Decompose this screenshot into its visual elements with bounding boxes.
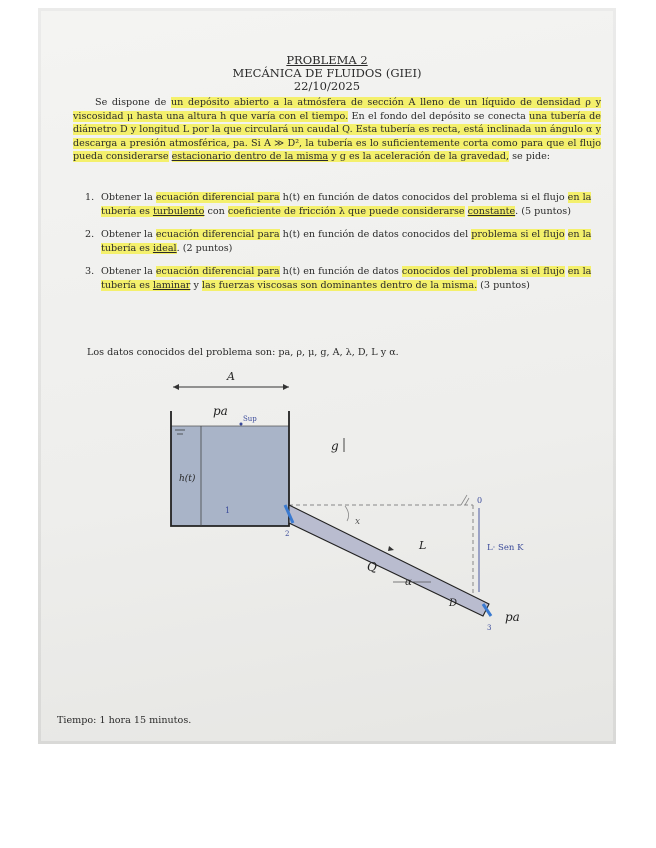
highlighted-text: las fuerzas viscosas son dominantes dentro de la misma. — [201, 279, 478, 291]
label-A: A — [227, 370, 235, 383]
handwritten-sup: Sup — [243, 415, 257, 423]
item-text: y — [190, 279, 202, 291]
question-item-3 — [85, 265, 595, 292]
handwritten-point-3: 3 — [487, 624, 492, 632]
flow-arrow — [388, 546, 394, 551]
item-text: Obtener la — [101, 266, 156, 278]
surface-point — [240, 423, 243, 426]
highlighted-text: una tubería de diámetro D y longitud L por la que circulará un caudal Q. Esta tubería es recta, está inclinada un ángulo α y descarga a presión atmosférica, pa. Si A ≫ D², la tubería es lo suficientemente corta como para que el flujo pueda considerarse — [73, 110, 601, 163]
handwritten-point-0: 0 — [477, 496, 483, 505]
problem-title: PROBLEMA 2 — [286, 53, 368, 67]
label-h: h(t) — [179, 474, 196, 484]
exam-date: 22/10/2025 — [293, 79, 361, 93]
item-text: (3 puntos) — [477, 279, 530, 291]
highlighted-text: en la tubería es — [101, 192, 592, 217]
question-item-1 — [85, 191, 595, 218]
highlighted-text: y g es la aceleración de la gravedad, — [328, 151, 510, 163]
highlighted-text: un depósito abierto a la atmósfera de sección A lleno de un líquido de densidad ρ y viscosidad μ hasta una altura h que varía con el tiempo. — [73, 97, 602, 122]
angle-arc — [345, 506, 349, 521]
question-list — [85, 191, 595, 303]
subject-title: MECÁNICA DE FLUIDOS (GIEI) — [232, 66, 422, 80]
item-text: . (2 puntos) — [176, 242, 233, 254]
tank-pipe-diagram — [161, 368, 601, 636]
problem-statement — [73, 96, 601, 164]
known-data-line: Los datos conocidos del problema son: pa, ρ, μ, g, A, λ, D, L y α. — [87, 347, 399, 358]
item-text: . (5 puntos) — [515, 205, 571, 217]
label-pa-top: pa — [213, 404, 228, 418]
highlighted-text: ecuación diferencial para — [155, 192, 280, 203]
highlighted-text: ecuación diferencial para — [155, 229, 280, 241]
handwritten-Lsen-label: L· Sen K — [487, 543, 524, 553]
item-text: h(t) en función de datos conocidos del — [279, 229, 472, 241]
label-pa-outlet: pa — [505, 610, 520, 624]
item-text: h(t) en función de datos conocidos del problema si el flujo — [279, 192, 568, 203]
highlighted-underlined-text: laminar — [152, 279, 191, 291]
hatch-mark — [461, 495, 469, 505]
item-text: con — [204, 205, 228, 217]
handwritten-point-2: 2 — [285, 530, 290, 538]
label-Q: Q — [367, 560, 377, 574]
exam-duration: Tiempo: 1 hora 15 minutos. — [57, 715, 192, 726]
item-number: 2. — [85, 229, 95, 241]
handwritten-angle: x — [355, 517, 361, 527]
label-alpha: α — [405, 577, 412, 588]
intro-text: En el fondo del depósito se conecta — [348, 110, 530, 122]
item-number: 3. — [85, 266, 95, 278]
highlighted-text: coeficiente de fricción λ que puede considerarse — [227, 205, 465, 217]
highlighted-underlined-text: estacionario dentro de la misma — [171, 151, 329, 163]
highlighted-underlined-text: constante — [467, 205, 516, 217]
intro-text: se pide: — [509, 151, 551, 163]
highlighted-text: ecuación diferencial para — [155, 266, 280, 278]
handwritten-point-1: 1 — [225, 506, 231, 515]
label-g: g — [331, 439, 339, 453]
label-L: L — [419, 539, 427, 552]
item-text: Obtener la — [101, 192, 156, 203]
highlighted-underlined-text: turbulento — [152, 205, 205, 217]
item-number: 1. — [85, 192, 95, 203]
exam-sheet — [41, 11, 613, 741]
highlighted-text: en la tubería es — [101, 266, 592, 291]
highlighted-underlined-text: ideal — [152, 242, 177, 254]
highlighted-text: problema si el flujo — [471, 229, 565, 241]
intro-text: Se dispone de — [95, 97, 171, 108]
inclined-pipe — [289, 505, 489, 616]
label-D: D — [449, 598, 458, 609]
highlighted-text: en la tubería es — [101, 229, 592, 254]
item-text: Obtener la — [101, 229, 156, 241]
question-item-2 — [85, 228, 595, 255]
highlighted-text: conocidos del problema si el flujo — [401, 266, 565, 278]
item-text: h(t) en función de datos — [279, 266, 402, 278]
